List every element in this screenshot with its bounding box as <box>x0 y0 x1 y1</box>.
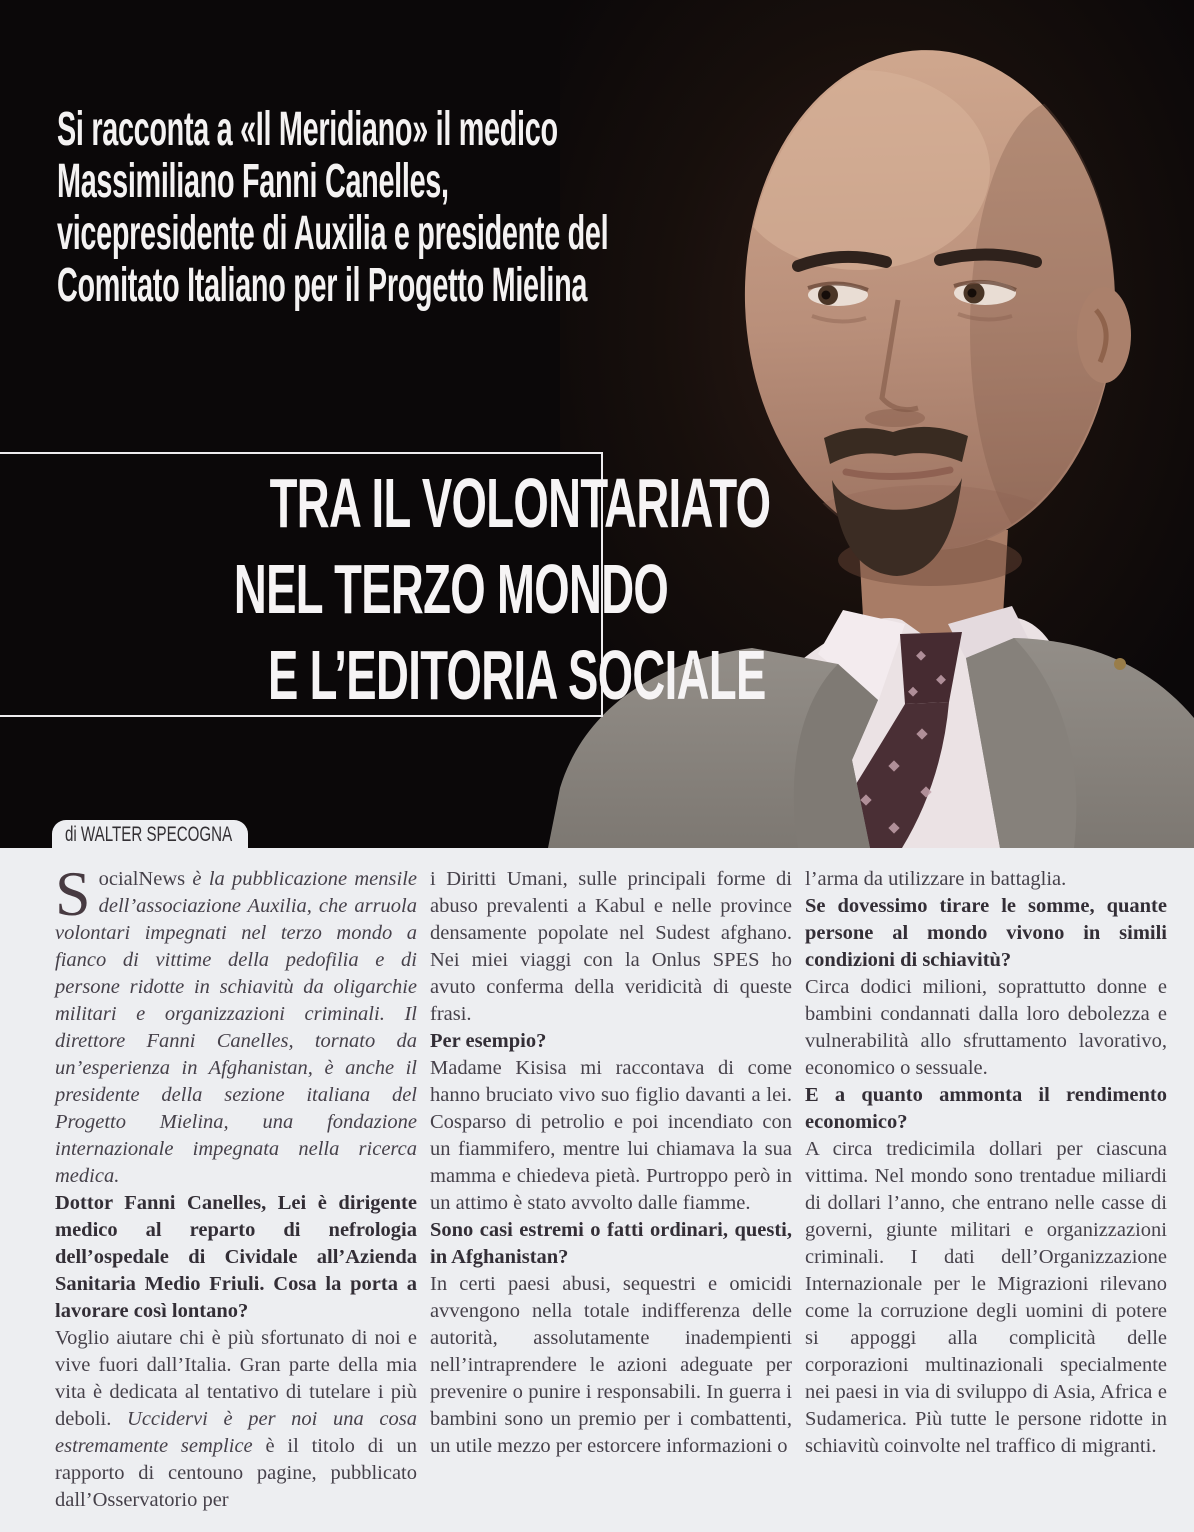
interview-question: Se dovessimo tirare le somme, quante persone al mondo vivono in simili condizioni di schiavitù? <box>805 895 1167 971</box>
interview-question: E a quanto ammonta il rendimento economico? <box>805 1084 1167 1133</box>
interview-answer: l’arma da utilizzare in battaglia. <box>805 868 1067 890</box>
publication-name: ocialNews <box>98 868 186 890</box>
headline-line: NEL TERZO MONDO <box>233 550 669 628</box>
kicker-line: Massimiliano Fanni Canelles, <box>57 155 449 208</box>
report-title: Uccidervi è per noi una cosa estremamente semplice <box>55 1408 417 1457</box>
kicker-line: vicepresidente di Auxilia e presidente del <box>57 207 609 260</box>
article-column-2 <box>430 866 792 1532</box>
kicker-line: Si racconta a «Il Meridiano» il medico <box>57 103 558 156</box>
lead-text: è la pubblicazione mensile dell’associazione Auxilia, che arruola volontari impegnati nel terzo mondo a fianco di vittime della pedofilia e di persone ridotte in schiavitù da oligarchie militari e organizzazioni criminali. Il direttore Fanni Canelles, tornato da un’esperienza in Afghanistan, è anche il presidente della sezione italiana del Progetto Mielina, una fondazione internazionale impegnata nella ricerca medica. <box>55 868 417 1187</box>
interview-answer: Circa dodici milioni, soprattutto donne e bambini condannati dalla loro debolezza e vulnerabilità allo sfruttamento lavorativo, economico o sessuale. <box>805 976 1167 1079</box>
byline-tab <box>52 820 248 848</box>
headline-line: E L’EDITORIA SOCIALE <box>267 636 766 714</box>
interview-answer: A circa tredicimila dollari per ciascuna vittima. Nel mondo sono trentadue miliardi di dollari l’anno, che entrano nelle casse di governi, giunte militari e organizzazioni criminali. I dati dell’Organizzazione Internazionale per le Migrazioni rilevano come la corruzione degli uomini di potere si appoggi alla complicità delle corporazioni multinazionali specialmente nei paesi in via di sviluppo di Asia, Africa e Sudamerica. Più tutte le persone ridotte in schiavitù coinvolte nel traffico di migranti. <box>805 1138 1167 1457</box>
article-column-3 <box>805 866 1167 1532</box>
article-body <box>0 848 1194 1532</box>
interview-question: Sono casi estremi o fatti ordinari, questi, in Afghanistan? <box>430 1219 792 1268</box>
lead-paragraph <box>55 858 417 1190</box>
interview-answer: Madame Kisisa mi raccontava di come hanno bruciato vivo suo figlio davanti a lei. Cosparso di petrolio e poi incendiato con un fiammifero, mentre lui chiamava la sua mamma e chiedeva pietà. Purtroppo però in un attimo è stato avvolto dalle fiamme. <box>430 1057 792 1214</box>
headline-box <box>0 452 771 717</box>
interview-answer: i Diritti Umani, sulle principali forme di abuso prevalenti a Kabul e nelle province densamente popolate nel Sudest afghano. Nei miei viaggi con la Onlus SPES ho avuto conferma della veridicità di queste frasi. <box>430 868 792 1025</box>
interview-question: Per esempio? <box>430 1030 547 1052</box>
interview-answer: In certi paesi abusi, sequestri e omicidi avvengono nella totale indifferenza delle autorità, assolutamente inadempienti nell’intraprendere le azioni adeguate per prevenire o punire i responsabili. In guerra i bambini sono un premio per i combattenti, un utile mezzo per estorcere informazioni o <box>430 1273 792 1457</box>
headline-line: TRA IL VOLONTARIATO <box>269 464 771 542</box>
article-column-1 <box>55 858 417 1532</box>
kicker-line: Comitato Italiano per il Progetto Mielina <box>57 259 588 312</box>
byline-label: di WALTER SPECOGNA <box>64 823 233 846</box>
drop-cap: S <box>55 858 91 929</box>
interview-question: Dottor Fanni Canelles, Lei è dirigente medico al reparto di nefrologia dell’ospedale di Cividale all’Azienda Sanitaria Medio Friuli. Cosa la porta a lavorare così lontano? <box>55 1192 417 1322</box>
kicker <box>57 104 976 312</box>
interview-answer: Voglio aiutare chi è più sfortunato di noi e vive fuori dall’Italia. Gran parte della mia vita è dedicata al tentativo di tutelare i più deboli. Uccidervi è per noi una cosa estremamente semplice è il titolo di un rapporto di centouno pagine, pubblicato dall’Osservatorio per <box>55 1327 417 1511</box>
